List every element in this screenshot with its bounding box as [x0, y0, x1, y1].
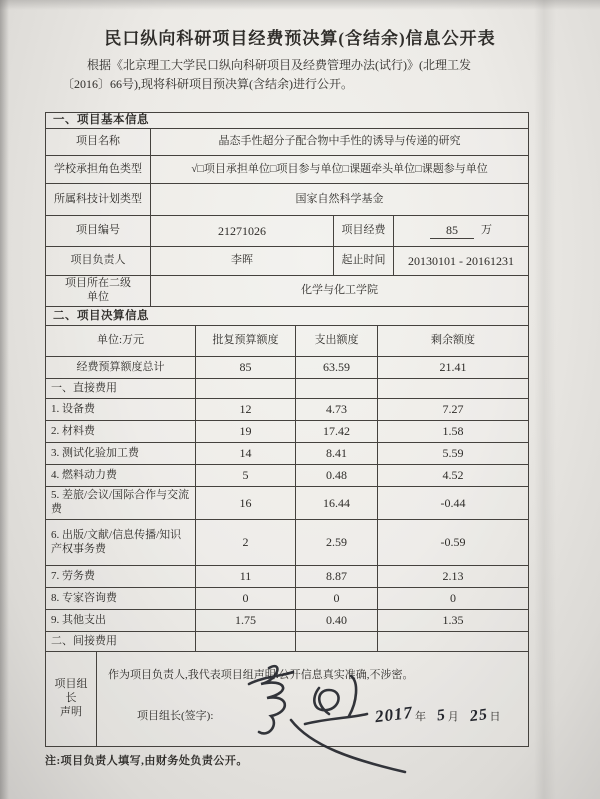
project-leader-row	[46, 247, 528, 276]
budget-row-other: 9. 其他支出 1.75 0.40 1.35	[46, 610, 528, 632]
footnote: 注:项目负责人填写,由财务处负责公开。	[45, 755, 248, 767]
date-day: 25	[468, 705, 489, 726]
project-number-row	[46, 216, 528, 247]
project-name-value: 晶态手性超分子配合物中手性的诱导与传递的研究	[218, 135, 461, 148]
plan-type-label: 所属科技计划类型	[46, 184, 151, 215]
declaration-content	[97, 652, 528, 746]
budget-header-remaining: 剩余额度	[431, 334, 475, 347]
budget-row-materials: 2. 材料费 19 17.42 1.58	[46, 421, 528, 443]
direct-cost-header: 一、直接费用	[46, 379, 196, 398]
intro-paragraph	[62, 56, 544, 93]
basic-info-section-row	[46, 113, 528, 129]
secondary-unit-label: 项目所在二级 单位	[46, 276, 151, 306]
budget-total-label: 经费预算额度总计	[46, 357, 196, 378]
date-year: 2017	[373, 702, 415, 727]
date-month: 5	[435, 706, 447, 725]
project-name-row	[46, 129, 528, 156]
project-leader-value: 李晖	[151, 247, 334, 275]
budget-header-approved: 批复预算额度	[196, 326, 296, 356]
role-type-label: 学校承担角色类型	[46, 156, 151, 183]
basic-info-section-title: 一、项目基本信息	[53, 114, 149, 127]
plan-type-row	[46, 184, 528, 216]
budget-header-row	[46, 326, 528, 357]
handwritten-date: 2017年 5月 25日	[373, 702, 501, 727]
declaration-statement: 作为项目负责人,我代表项目组声明:公开信息真实准确,不涉密。	[108, 669, 414, 681]
declaration-label: 项目组长 声明	[46, 652, 97, 746]
budget-row-expert-consult: 8. 专家咨询费 0 0 0	[46, 588, 528, 610]
budget-total-approved: 85	[196, 357, 296, 378]
project-name-label: 项目名称	[46, 129, 151, 155]
plan-type-value: 国家自然科学基金	[295, 192, 384, 205]
budget-section-row	[46, 307, 528, 326]
period-value: 20130101 - 20161231	[408, 253, 514, 268]
period-label: 起止时间	[334, 247, 394, 275]
direct-cost-header-row	[46, 379, 528, 399]
funds-amount: 85	[430, 223, 474, 239]
budget-row-testing: 3. 测试化验加工费 14 8.41 5.59	[46, 443, 528, 465]
intro-line-1: 根据《北京理工大学民口纵向科研项目及经费管理办法(试行)》(北理工发	[87, 58, 471, 72]
budget-row-fuel-power: 4. 燃料动力费 5 0.48 4.52	[46, 465, 528, 487]
secondary-unit-row	[46, 276, 528, 307]
budget-header-spent: 支出额度	[296, 326, 378, 356]
budget-row-labor: 7. 劳务费 11 8.87 2.13	[46, 566, 528, 588]
budget-total-row	[46, 357, 528, 379]
budget-total-spent: 63.59	[296, 357, 378, 378]
indirect-cost-header: 二、间接费用	[46, 632, 196, 651]
budget-total-remaining: 21.41	[439, 360, 467, 374]
budget-header-unit: 单位:万元	[46, 326, 196, 356]
disclosure-form-table	[45, 112, 529, 747]
role-type-row	[46, 156, 528, 184]
project-leader-label: 项目负责人	[46, 247, 151, 275]
role-type-checkboxes: √□项目承担单位□项目参与单位□课题牵头单位□课题参与单位	[191, 162, 488, 175]
intro-line-2: 〔2016〕66号),现将科研项目预决算(含结余)进行公开。	[62, 76, 353, 91]
project-funds-value	[394, 216, 528, 246]
budget-row-publication: 6. 出版/文献/信息传播/知识产权事务费 2 2.59 -0.59	[46, 520, 528, 566]
budget-row-travel: 5. 差旅/会议/国际合作与交流费 16 16.44 -0.44	[46, 487, 528, 520]
project-funds-label: 项目经费	[334, 216, 394, 246]
project-number-value: 21271026	[151, 216, 334, 246]
budget-row-equipment: 1. 设备费 12 4.73 7.27	[46, 399, 528, 421]
budget-section-title: 二、项目决算信息	[53, 309, 149, 322]
signature-field-label: 项目组长(签字):	[137, 710, 214, 722]
indirect-cost-header-row	[46, 632, 528, 652]
funds-unit: 万	[481, 224, 492, 237]
secondary-unit-value: 化学与化工学院	[301, 284, 378, 297]
declaration-row	[46, 652, 528, 746]
document-title: 民口纵向科研项目经费预决算(含结余)信息公开表	[104, 29, 496, 48]
project-number-label: 项目编号	[46, 216, 151, 246]
